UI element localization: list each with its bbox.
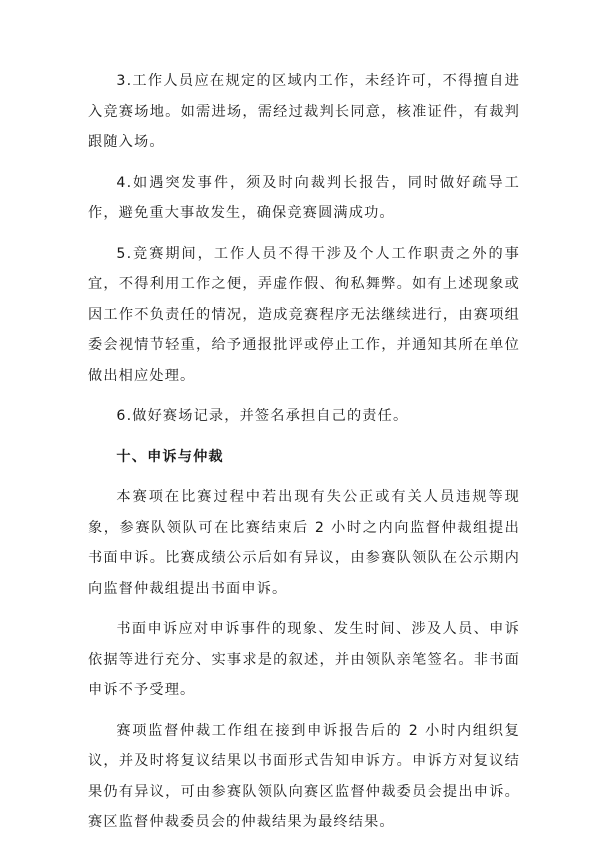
paragraph-rule-6: 6.做好赛场记录，并签名承担自己的责任。 [116,408,409,424]
document-page [88,66,520,848]
paragraph-appeal-content: 书面申诉应对申诉事件的现象、发生时间、涉及人员、申诉依据等进行充分、实事求是的叙述，并由领队亲笔签名。非书面申诉不予受理。 [88,621,520,698]
paragraph-arbitration-result: 赛项监督仲裁工作组在接到申诉报告后的 2 小时内组织复议，并及时将复议结果以书面形式告知申诉方。申诉方对复议结果仍有异议，可由参赛队领队向赛区监督仲裁委员会提出申诉。赛区监督仲裁委员会的仲裁结果为最终结果。 [88,722,520,830]
paragraph-rule-3: 3.工作人员应在规定的区域内工作，未经许可，不得擅自进入竞赛场地。如需进场，需经过裁判长同意，核准证件，有裁判跟随入场。 [88,73,520,150]
paragraph-appeal-procedure: 本赛项在比赛过程中若出现有失公正或有关人员违规等现象，参赛队领队可在比赛结束后 2 小时之内向监督仲裁组提出书面申诉。比赛成绩公示后如有异议，由参赛队领队在公示期内向监督仲裁组提出书面申诉。 [88,489,520,597]
paragraph-rule-4: 4.如遇突发事件，须及时向裁判长报告，同时做好疏导工作，避免重大事故发生，确保竞赛圆满成功。 [88,174,520,221]
paragraph-rule-5: 5.竞赛期间，工作人员不得干涉及个人工作职责之外的事宜，不得利用工作之便，弄虚作假、徇私舞弊。如有上述现象或因工作不负责任的情况，造成竞赛程序无法继续进行，由赛项组委会视情节轻重，给予通报批评或停止工作，并通知其所在单位做出相应处理。 [88,245,520,384]
section-heading: 十、申诉与仲裁 [116,448,224,465]
